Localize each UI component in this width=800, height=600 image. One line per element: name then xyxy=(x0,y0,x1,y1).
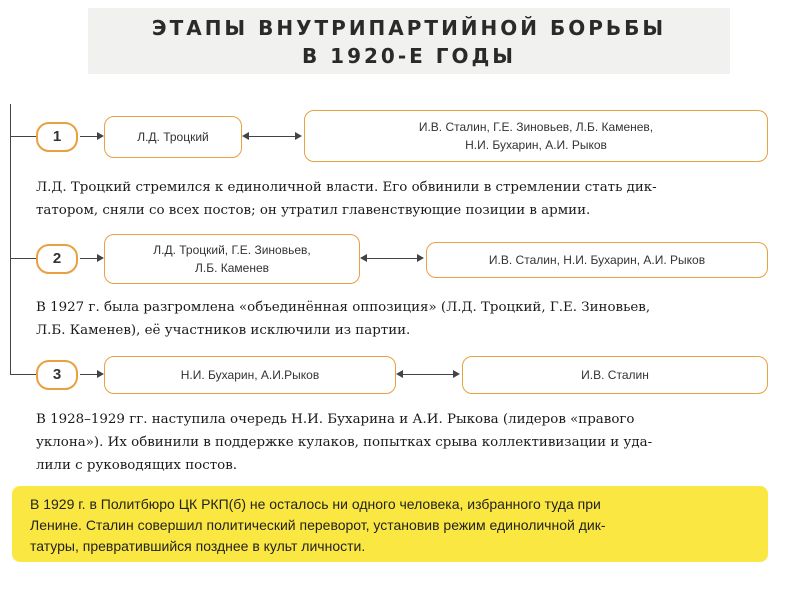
stage-2-right-box xyxy=(426,242,768,278)
stage-3-right-box xyxy=(462,356,768,394)
conclusion-line-2: Ленине. Сталин совершил политический переворот, установив режим единоличной дик- xyxy=(30,517,606,533)
stage-1-desc-line-1: Л.Д. Троцкий стремился к единоличной власти. Его обвинили в стремлении стать дик- xyxy=(36,180,657,195)
conclusion-line-1: В 1929 г. в Политбюро ЦК РКП(б) не осталось ни одного человека, избранного туда при xyxy=(30,496,601,512)
stage-2-right-line-1: И.В. Сталин, Н.И. Бухарин, А.И. Рыков xyxy=(488,253,706,267)
branch-3 xyxy=(10,374,36,375)
stage-1-desc-line-2: татором, сняли со всех постов; он утратил главенствующие позиции в армии. xyxy=(36,203,591,218)
branch-2 xyxy=(10,258,36,259)
title-banner xyxy=(88,8,730,74)
stage-2-description xyxy=(36,296,768,342)
conclusion-line-3: татуры, превратившийся позднее в культ личности. xyxy=(30,538,366,554)
stage-2-left-line-2: Л.Б. Каменев xyxy=(194,261,269,275)
stage-1-right-box xyxy=(304,110,768,162)
stage-3-left-line-1: Н.И. Бухарин, А.И.Рыков xyxy=(180,368,320,382)
stage-1-description xyxy=(36,176,768,222)
stage-3-desc-line-3: лили с руководящих постов. xyxy=(36,458,237,473)
stage-2-double-arrow xyxy=(362,258,422,259)
stage-1-left-box xyxy=(104,116,242,158)
stage-2-desc-line-1: В 1927 г. была разгромлена «объединённая оппозиция» (Л.Д. Троцкий, Г.Е. Зиновьев, xyxy=(36,300,651,315)
stage-3-desc-line-2: уклона»). Их обвинили в поддержке кулаков, попытках срыва коллективизации и уда- xyxy=(36,435,653,450)
stage-2-desc-line-2: Л.Б. Каменев), её участников исключили из партии. xyxy=(36,323,411,338)
stage-3-double-arrow xyxy=(398,374,458,375)
stage-3-right-line-1: И.В. Сталин xyxy=(581,368,649,382)
stage-2-arrow-in xyxy=(80,258,102,259)
conclusion-box xyxy=(12,486,768,562)
timeline-trunk xyxy=(10,104,11,374)
stage-2-left-line-1: Л.Д. Троцкий, Г.Е. Зиновьев, xyxy=(153,243,311,257)
stage-3-description xyxy=(36,408,768,477)
stage-3-arrow-in xyxy=(80,374,102,375)
stage-1-number: 1 xyxy=(36,122,78,152)
branch-1 xyxy=(10,136,36,137)
stage-3-number: 3 xyxy=(36,360,78,390)
title-line-1: ЭТАПЫ ВНУТРИПАРТИЙНОЙ БОРЬБЫ xyxy=(151,16,667,40)
stage-3-desc-line-1: В 1928–1929 гг. наступила очередь Н.И. Бухарина и А.И. Рыкова (лидеров «правого xyxy=(36,412,635,427)
stage-2-number: 2 xyxy=(36,244,78,274)
stage-1-left-line-1: Л.Д. Троцкий xyxy=(137,130,209,144)
stage-2-left-box xyxy=(104,234,360,284)
stage-1-right-line-1: И.В. Сталин, Г.Е. Зиновьев, Л.Б. Каменев, xyxy=(418,120,654,134)
stage-3-left-box xyxy=(104,356,396,394)
stage-1-right-line-2: Н.И. Бухарин, А.И. Рыков xyxy=(465,138,607,152)
title-line-2: В 1920-Е ГОДЫ xyxy=(301,44,517,68)
stage-1-double-arrow xyxy=(244,136,300,137)
stage-1-arrow-in xyxy=(80,136,102,137)
